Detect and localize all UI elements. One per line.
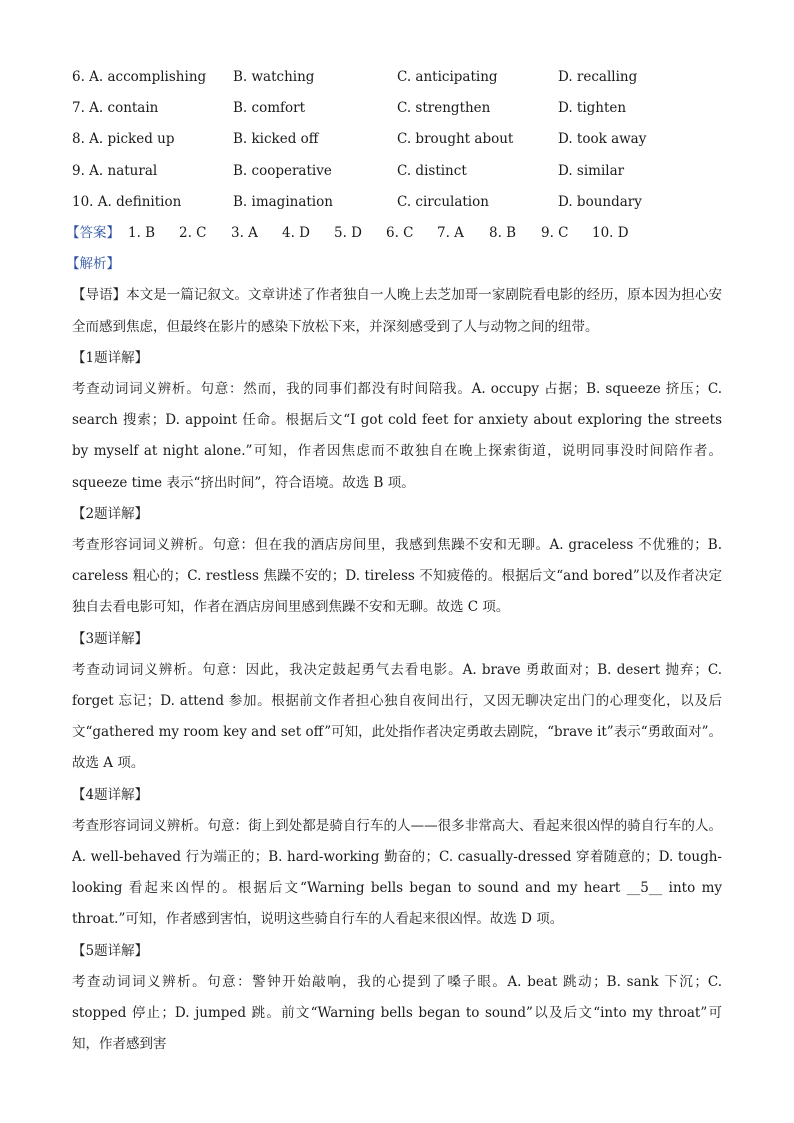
question-options-7 [72, 93, 722, 124]
option-b: B. watching [233, 69, 315, 85]
section-heading: 【2题详解】 [72, 505, 149, 522]
section-text: 考查动词词义辨析。句意：然而，我的同事们都没有时间陪我。A. occupy 占据；B. squeeze 挤压；C. search 搜索；D. appoint 任命。根据后文“I got cold feet for anxiety about exploring the streets by myself at night alone.”可知，作者因焦虑而不敢独自在晚上探索街道，说明同事没时间陪作者。squeeze time 表示“挤出时间”，符合语境。故选 B 项。 [72, 380, 722, 491]
option-d: D. tighten [558, 100, 627, 117]
section-text: 考查形容词词义辨析。句意：但在我的酒店房间里，我感到焦躁不安和无聊。A. graceless 不优雅的；B. careless 粗心的；C. restless 焦躁不安的；D. tireless 不知疲倦的。根据后文“and bored”以及作者决定独自去看电影可知，作者在酒店房间里感到焦躁不安和无聊。故选 C 项。 [72, 536, 722, 616]
answer-item: 4. D [282, 224, 310, 241]
answer-label: 【答案】 [66, 224, 120, 241]
answer-item: 9. C [541, 224, 569, 241]
option-d: D. recalling [558, 69, 638, 85]
option-a: 6. A. accomplishing [72, 69, 207, 85]
option-d: D. took away [558, 131, 647, 148]
intro-paragraph: 【导语】本文是一篇记叙文。文章讲述了作者独自一人晚上去芝加哥一家剧院看电影的经历，原本因为担心安全而感到焦虑，但最终在影片的感染下放松下来，并深刻感受到了人与动物之间的纽带。 [72, 287, 722, 335]
option-b: B. cooperative [233, 162, 332, 179]
option-a: 9. A. natural [72, 162, 158, 179]
answer-item: 7. A [437, 224, 464, 241]
analysis-heading: 【解析】 [66, 256, 120, 273]
section-heading: 【4题详解】 [72, 786, 149, 803]
answer-item: 1. B [128, 224, 156, 241]
option-d: D. boundary [558, 193, 642, 210]
answer-item: 6. C [386, 224, 414, 241]
section-heading: 【5题详解】 [72, 942, 149, 959]
option-c: C. circulation [397, 193, 489, 210]
section-text: 考查动词词义辨析。句意：警钟开始敲响，我的心提到了嗓子眼。A. beat 跳动；B. sank 下沉；C. stopped 停止；D. jumped 跳。前文“Warning bells began to sound”以及后文“into my throat”可知，作者感到害 [72, 973, 722, 1053]
option-c: C. distinct [397, 162, 467, 179]
question-options-10 [72, 187, 722, 218]
section-text: 考查形容词词义辨析。句意：街上到处都是骑自行车的人——很多非常高大、看起来很凶悍的骑自行车的人。A. well-behaved 行为端正的；B. hard-working 勤奋的；C. casually-dressed 穿着随意的；D. tough-looking 看起来凶悍的。根据后文“Warning bells began to sound and my heart __5__ into my throat.”可知，作者感到害怕，说明这些骑自行车的人看起来很凶悍。故选 D 项。 [72, 817, 722, 928]
section-heading: 【1题详解】 [72, 349, 149, 366]
option-b: B. kicked off [233, 131, 319, 148]
question-options-8 [72, 124, 722, 155]
document-page [66, 62, 723, 1060]
option-a: 7. A. contain [72, 100, 159, 117]
answer-item: 3. A [231, 224, 258, 241]
section-heading: 【3题详解】 [72, 630, 149, 647]
option-a: 8. A. picked up [72, 131, 175, 148]
question-options-6 [72, 62, 722, 93]
answer-item: 8. B [489, 224, 517, 241]
option-b: B. imagination [233, 193, 333, 210]
option-b: B. comfort [233, 100, 305, 117]
answer-row [66, 218, 722, 249]
question-options-9 [72, 156, 722, 187]
section-text: 考查动词词义辨析。句意：因此，我决定鼓起勇气去看电影。A. brave 勇敢面对；B. desert 抛弃；C. forget 忘记；D. attend 参加。根据前文作者担心独自夜间出行，又因无聊决定出门的心理变化，以及后文“gathered my room key and set off”可知，此处指作者决定勇敢去剧院，“brave it”表示“勇敢面对”。故选 A 项。 [72, 661, 723, 772]
answer-item: 2. C [179, 224, 207, 241]
option-d: D. similar [558, 162, 625, 179]
answer-item: 5. D [334, 224, 362, 241]
option-c: C. brought about [397, 131, 514, 148]
option-c: C. strengthen [397, 100, 491, 117]
option-c: C. anticipating [397, 69, 498, 85]
answer-item: 10. D [592, 224, 629, 241]
option-a: 10. A. definition [72, 193, 182, 210]
